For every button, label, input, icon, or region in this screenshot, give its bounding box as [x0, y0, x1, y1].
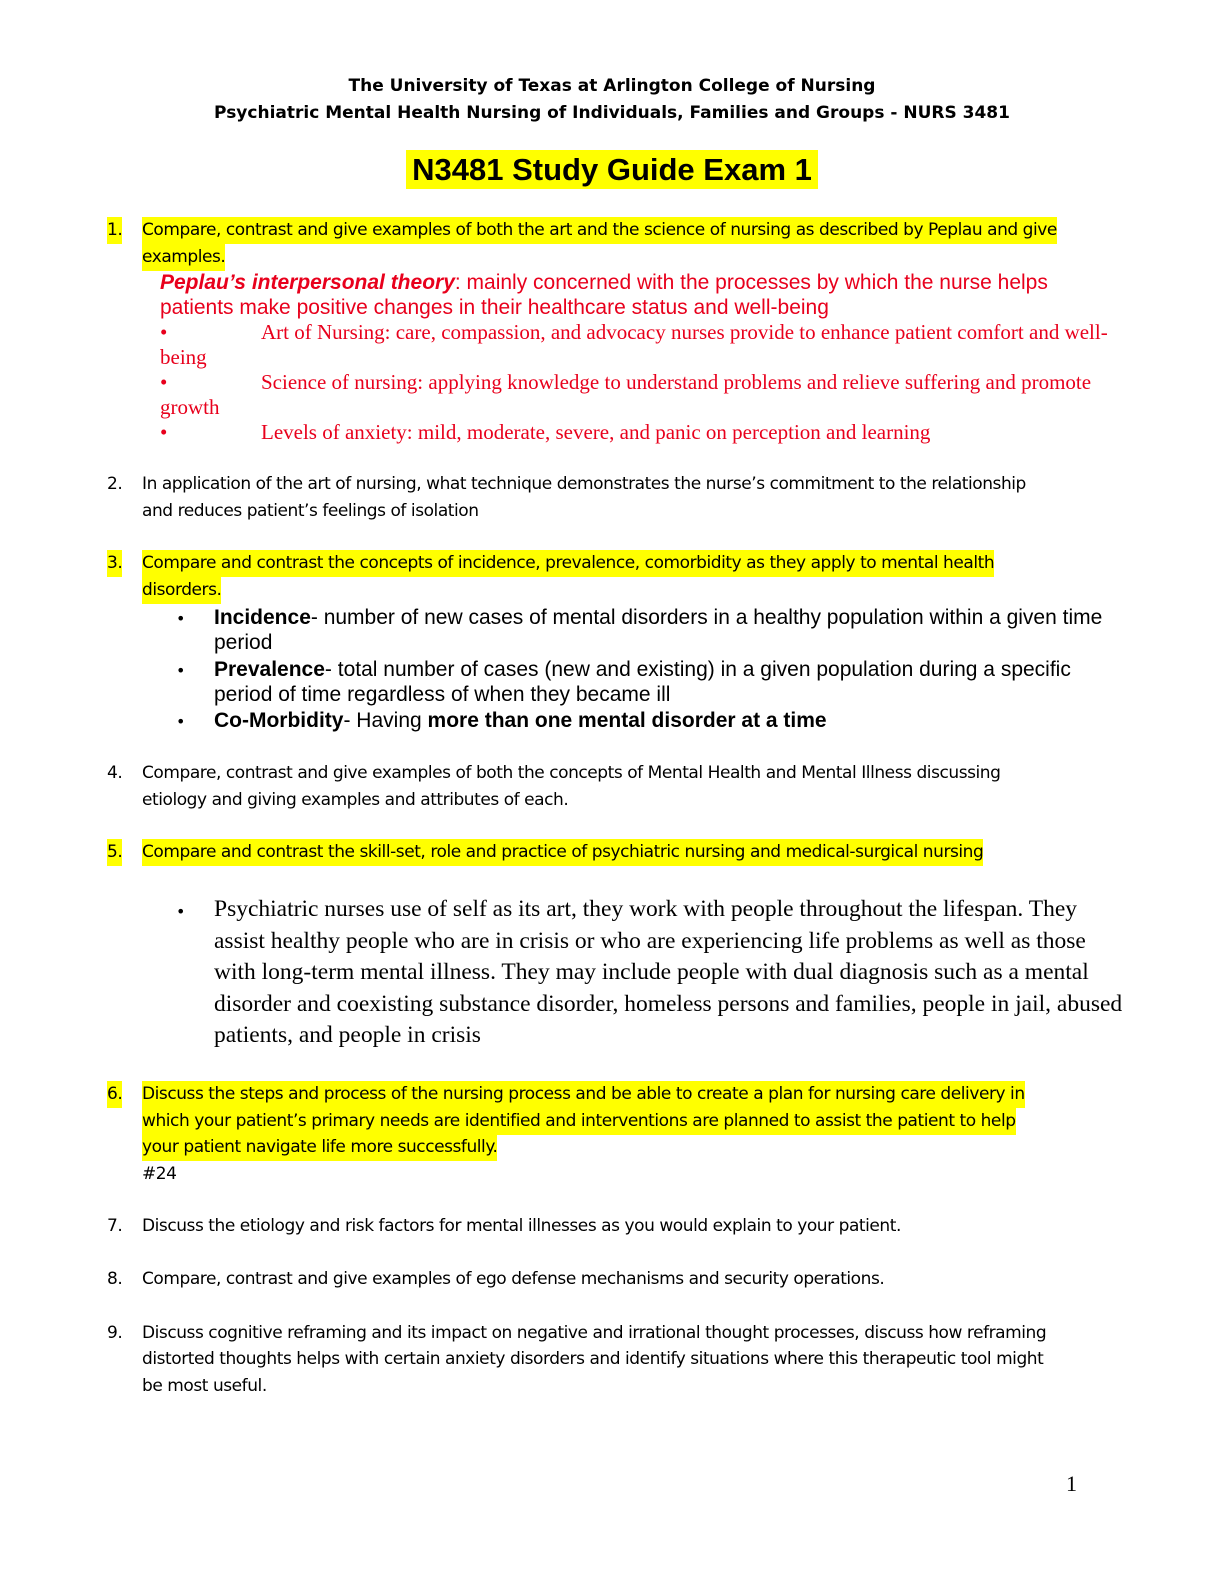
question-2	[107, 471, 1147, 531]
question-8-line-1: Compare, contrast and give examples of ego defense mechanisms and security operations.	[142, 1269, 885, 1289]
question-3-number: 3.	[107, 550, 122, 577]
question-2-line-2: and reduces patient’s feelings of isolation	[142, 501, 479, 521]
page-title	[0, 152, 1224, 188]
question-6-number: 6.	[107, 1081, 122, 1108]
bullet-marker: •	[176, 902, 186, 921]
page-number: 1	[1066, 1471, 1077, 1496]
question-3-line-2: disorders.	[142, 577, 221, 604]
art-of-nursing-line-1: Art of Nursing: care, compassion, and advocacy nurses provide to enhance patient comfort and well-	[261, 320, 1108, 344]
incidence-definition-line-2: period	[214, 631, 273, 654]
science-of-nursing-line-1: Science of nursing: applying knowledge to understand problems and relieve suffering and promote	[261, 370, 1092, 394]
levels-of-anxiety: Levels of anxiety: mild, moderate, severe, and panic on perception and learning	[261, 420, 931, 444]
peplau-theory-text: : mainly concerned with the processes by which the nurse helps	[454, 271, 1048, 294]
bullet-marker: •	[160, 370, 168, 394]
question-1-number: 1.	[107, 217, 122, 244]
question-9-number: 9.	[107, 1323, 123, 1343]
comorbidity-emphasis: more than one mental disorder at a time	[427, 709, 827, 732]
peplau-theory-term: Peplau’s interpersonal theory	[160, 271, 455, 294]
peplau-theory	[160, 270, 1048, 295]
question-6-line-2: which your patient’s primary needs are identified and interventions are planned to assist the patient to help	[142, 1108, 1016, 1135]
page-title-text: N3481 Study Guide Exam 1	[406, 150, 818, 189]
question-1-line-1: Compare, contrast and give examples of both the art and the science of nursing as described by Peplau and give	[142, 217, 1057, 244]
question-9-line-1: Discuss cognitive reframing and its impact on negative and irrational thought processes, discuss how reframing	[142, 1323, 1047, 1343]
psych-nursing-line-4: disorder and coexisting substance disorder, homeless persons and families, people in jail, abused	[214, 990, 1123, 1017]
question-5-line-1: Compare and contrast the skill-set, role and practice of psychiatric nursing and medical-surgical nursing	[142, 839, 983, 866]
question-8	[107, 1266, 1147, 1296]
question-8-number: 8.	[107, 1269, 123, 1289]
comorbidity-definition	[214, 708, 827, 733]
question-7-line-1: Discuss the etiology and risk factors for mental illnesses as you would explain to your patient.	[142, 1216, 901, 1236]
bullet-marker: •	[160, 320, 168, 344]
question-4-line-2: etiology and giving examples and attributes of each.	[142, 790, 569, 810]
question-3-line-1: Compare and contrast the concepts of incidence, prevalence, comorbidity as they apply to mental health	[142, 550, 994, 577]
question-1-line-2: examples.	[142, 244, 225, 271]
prevalence-definition-line-2: period of time regardless of when they became ill	[214, 683, 671, 706]
comorbidity-text: - Having	[343, 709, 428, 732]
prevalence-term: Prevalence	[214, 658, 325, 681]
question-6-line-3: your patient navigate life more successfully.	[142, 1134, 497, 1161]
question-2-line-1: In application of the art of nursing, what technique demonstrates the nurse’s commitment to the relationship	[142, 474, 1026, 494]
question-7	[107, 1213, 1147, 1243]
psych-nursing-line-5: patients, and people in crisis	[214, 1022, 481, 1048]
question-5	[107, 839, 1147, 869]
question-2-number: 2.	[107, 474, 123, 494]
question-1	[107, 217, 1147, 277]
question-9-line-3: be most useful.	[142, 1376, 267, 1396]
question-6-line-1: Discuss the steps and process of the nursing process and be able to create a plan for nursing care delivery in	[142, 1081, 1025, 1108]
question-7-number: 7.	[107, 1216, 123, 1236]
art-of-nursing-line-2: being	[160, 345, 207, 369]
course-header: Psychiatric Mental Health Nursing of Individuals, Families and Groups - NURS 3481	[214, 103, 1010, 123]
question-5-number: 5.	[107, 839, 122, 866]
incidence-text: - number of new cases of mental disorders in a healthy population within a given time	[310, 606, 1103, 629]
question-9	[107, 1320, 1147, 1405]
question-3	[107, 550, 1147, 610]
peplau-theory-line-2: patients make positive changes in their healthcare status and well-being	[160, 296, 829, 319]
university-header: The University of Texas at Arlington College of Nursing	[348, 76, 876, 96]
question-6	[107, 1081, 1147, 1191]
psych-nursing-line-1: Psychiatric nurses use of self as its art, they work with people throughout the lifespan. They	[214, 896, 1078, 922]
question-4-line-1: Compare, contrast and give examples of both the concepts of Mental Health and Mental Illness discussing	[142, 763, 1001, 783]
psych-nursing-line-2: assist healthy people who are in crisis or who are experiencing life problems as well as those	[214, 927, 1086, 954]
incidence-term: Incidence	[214, 606, 311, 629]
question-4	[107, 760, 1147, 820]
bullet-marker: •	[176, 712, 186, 731]
bullet-marker: •	[176, 661, 186, 680]
comorbidity-term: Co-Morbidity	[214, 709, 344, 732]
question-4-number: 4.	[107, 763, 123, 783]
science-of-nursing-line-2: growth	[160, 395, 220, 419]
question-9-line-2: distorted thoughts helps with certain anxiety disorders and identify situations where this therapeutic tool might	[142, 1349, 1044, 1369]
question-6-note: #24	[142, 1164, 177, 1184]
incidence-definition	[214, 605, 1102, 630]
prevalence-text: - total number of cases (new and existing) in a given population during a specific	[324, 658, 1071, 681]
bullet-marker: •	[176, 609, 186, 628]
bullet-marker: •	[160, 420, 168, 444]
psych-nursing-line-3: with long-term mental illness. They may include people with dual diagnosis such as a mental	[214, 959, 1089, 985]
prevalence-definition	[214, 657, 1071, 682]
